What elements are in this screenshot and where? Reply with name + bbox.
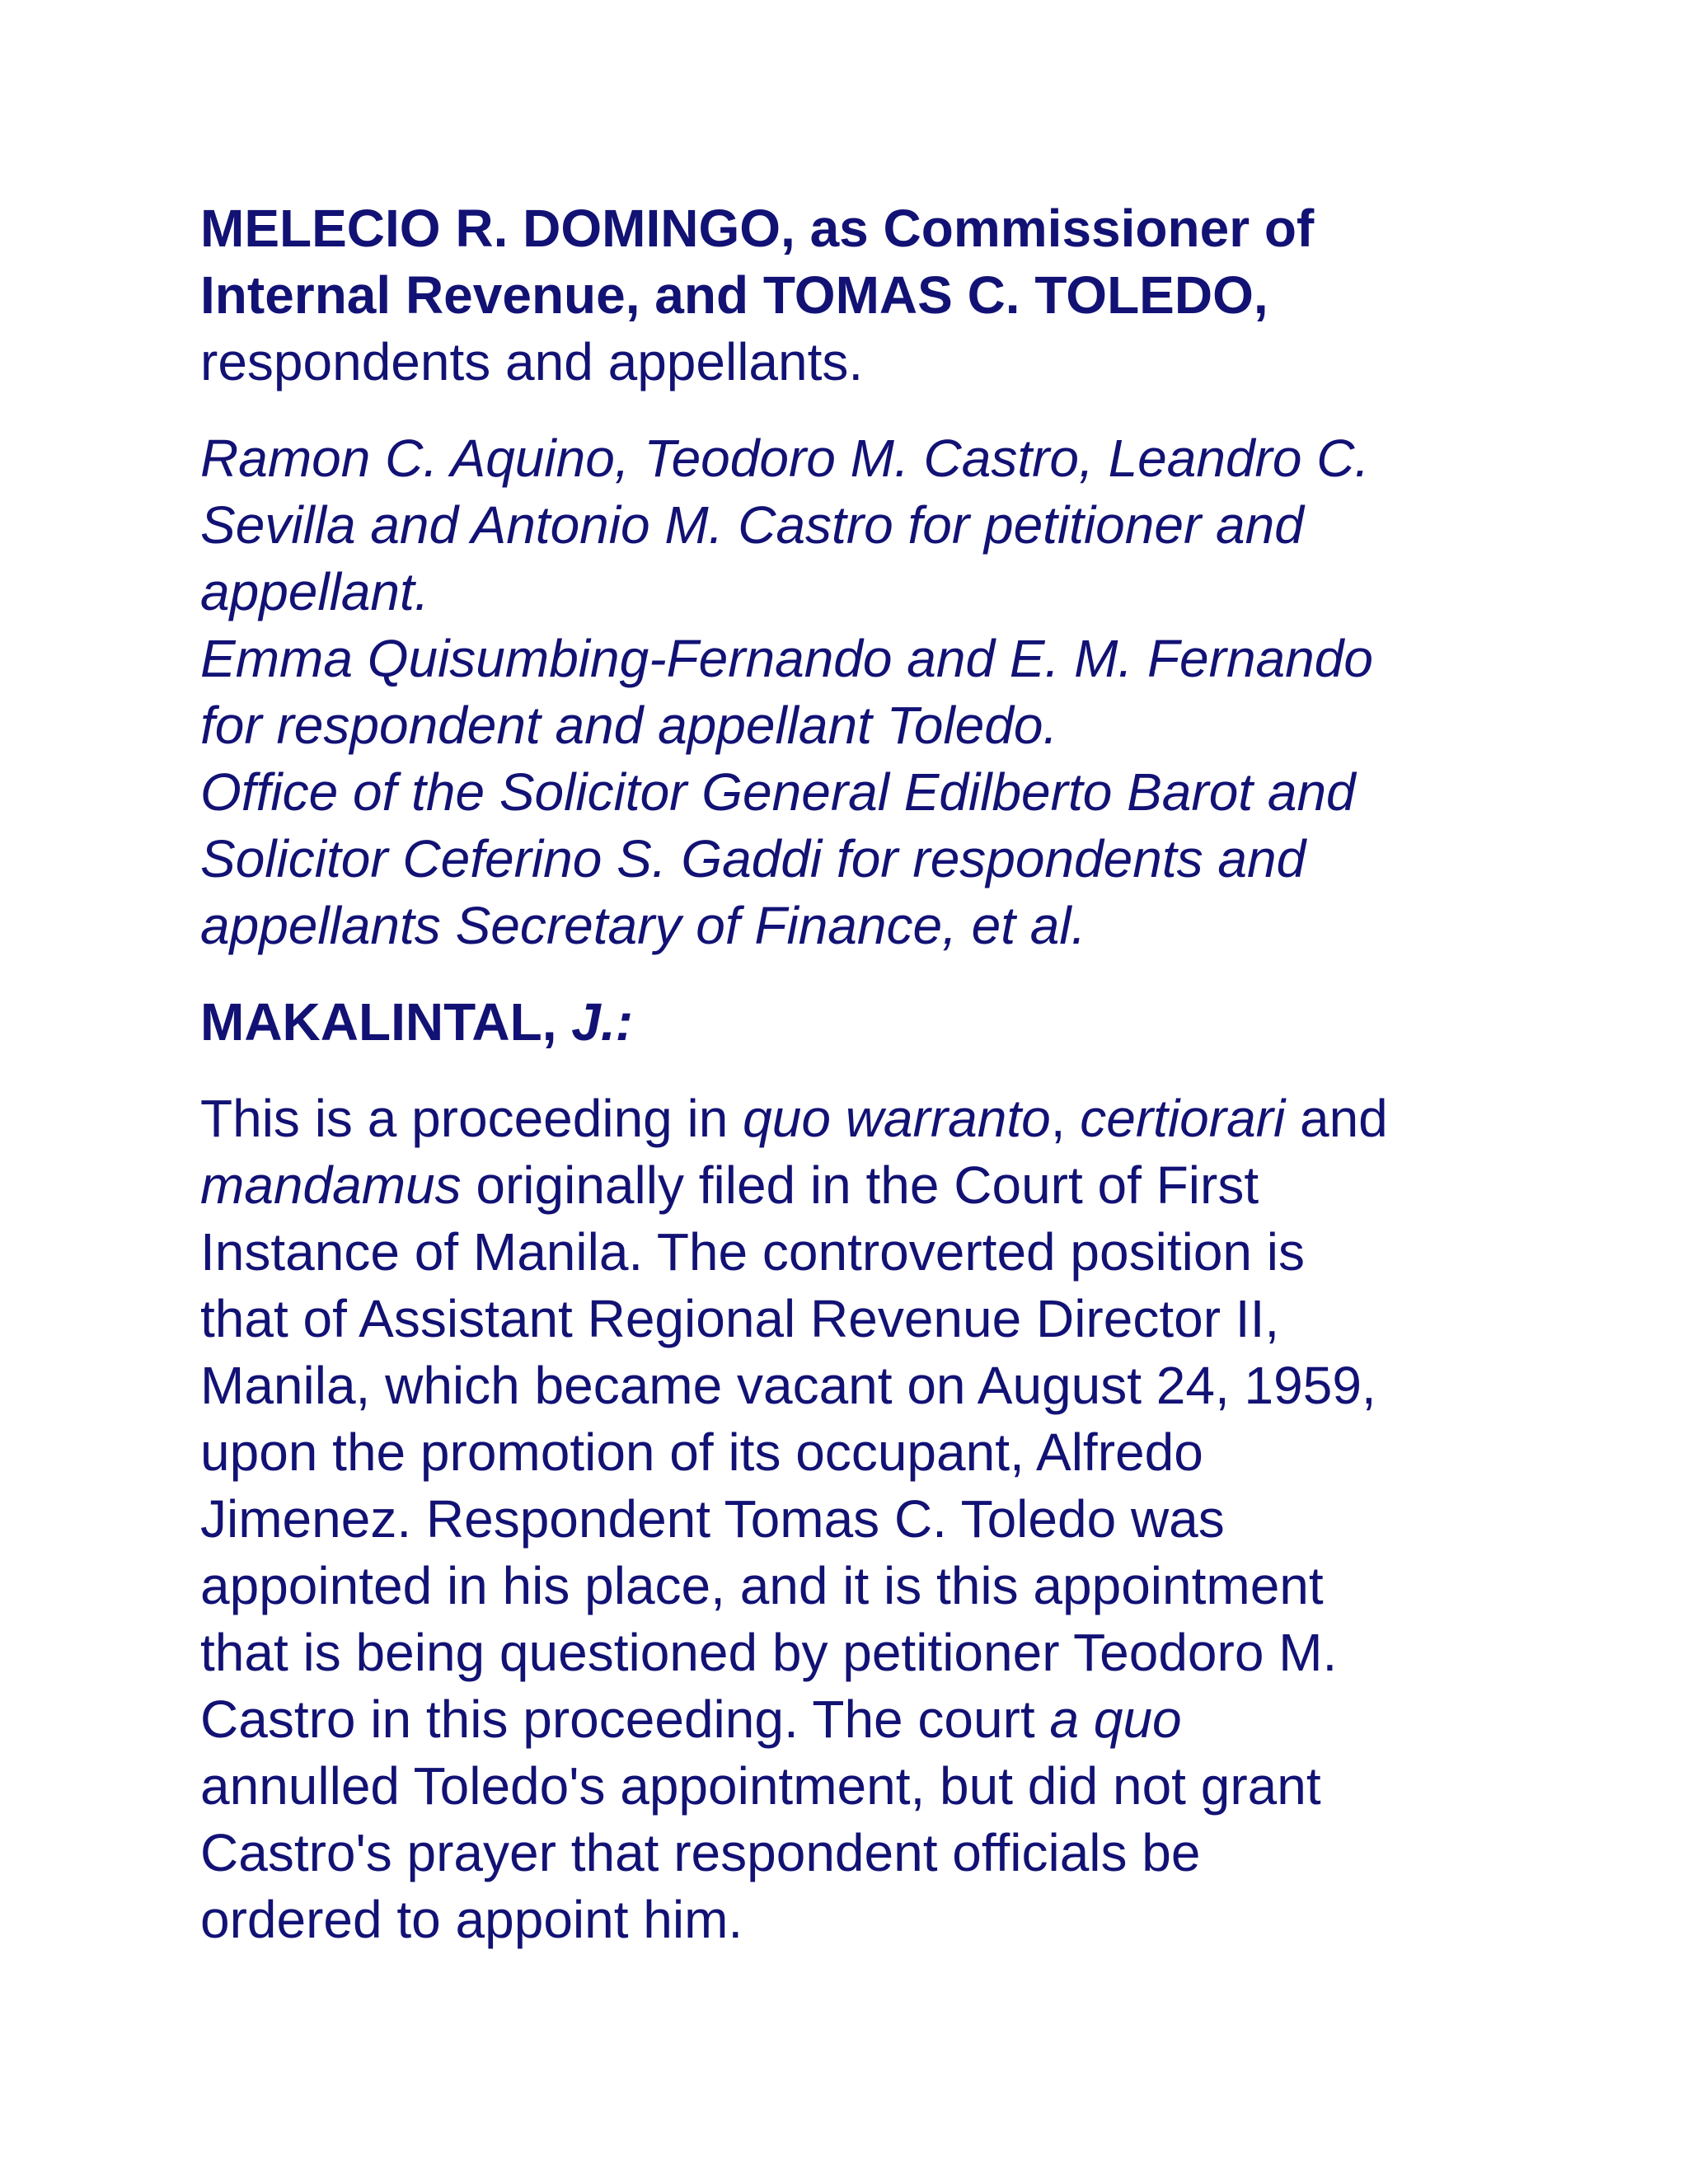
- counsel-line: Ramon C. Aquino, Teodoro M. Castro, Leandro C.: [200, 429, 1370, 488]
- text-run-italic: certiorari: [1080, 1089, 1286, 1148]
- counsel-line: Office of the Solicitor General Edilberto Barot and: [200, 762, 1356, 822]
- parties-line-3: respondents and appellants.: [200, 332, 864, 391]
- text-run: ,: [1050, 1089, 1081, 1148]
- text-run: Castro in this proceeding. The court: [200, 1690, 1050, 1749]
- paragraph-line: Instance of Manila. The controverted position is: [200, 1222, 1305, 1282]
- paragraph-line: Jimenez. Respondent Tomas C. Toledo was: [200, 1489, 1225, 1549]
- counsel-line: appellants Secretary of Finance, et al.: [200, 896, 1086, 955]
- text-run: originally filed in the Court of First: [461, 1155, 1259, 1215]
- paragraph-line: that of Assistant Regional Revenue Director II,: [200, 1289, 1280, 1348]
- counsel-line: Solicitor Ceferino S. Gaddi for respondents and: [200, 829, 1306, 888]
- ponente-heading: [200, 989, 1519, 1056]
- text-run-italic: quo warranto: [743, 1089, 1051, 1148]
- text-run: This is a proceeding in: [200, 1089, 743, 1148]
- paragraph-line: appointed in his place, and it is this appointment: [200, 1556, 1324, 1615]
- parties-line-2: Internal Revenue, and TOMAS C. TOLEDO,: [200, 265, 1268, 325]
- counsel-block: [200, 425, 1519, 959]
- text-run: and: [1285, 1089, 1388, 1148]
- counsel-line: Sevilla and Antonio M. Castro for petitioner and: [200, 495, 1304, 555]
- ponente-name: MAKALINTAL,: [200, 992, 557, 1052]
- counsel-line: appellant.: [200, 562, 429, 621]
- counsel-line: Emma Quisumbing-Fernando and E. M. Fernando: [200, 629, 1373, 688]
- paragraph-line: Castro's prayer that respondent officials be: [200, 1823, 1201, 1882]
- document-page: [200, 195, 1519, 1953]
- paragraph-line: upon the promotion of its occupant, Alfredo: [200, 1422, 1203, 1482]
- ponente-title: J.:: [571, 992, 633, 1052]
- counsel-line: for respondent and appellant Toledo.: [200, 696, 1058, 755]
- paragraph-line: that is being questioned by petitioner Teodoro M.: [200, 1623, 1338, 1682]
- text-run-italic: mandamus: [200, 1155, 462, 1215]
- text-run-italic: a quo: [1049, 1690, 1182, 1749]
- parties-line-1: MELECIO R. DOMINGO, as Commissioner of: [200, 199, 1315, 258]
- paragraph-line: annulled Toledo's appointment, but did not grant: [200, 1756, 1321, 1816]
- opinion-paragraph: [200, 1085, 1519, 1953]
- paragraph-line: Manila, which became vacant on August 24, 1959,: [200, 1356, 1376, 1415]
- paragraph-line: ordered to appoint him.: [200, 1890, 743, 1949]
- parties-caption: [200, 195, 1519, 396]
